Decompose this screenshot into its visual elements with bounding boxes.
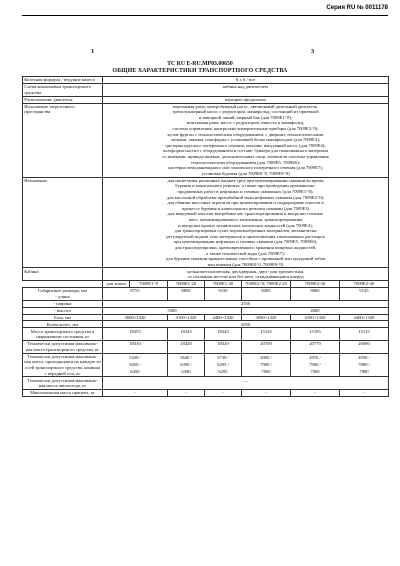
description-line: со шнеками, привода шнеков, дополнительных опор, элементов системы управления <box>162 154 329 160</box>
value-cell: 18330 <box>103 341 168 354</box>
cabin-description <box>103 268 389 281</box>
page-number-right: 3 <box>311 48 315 55</box>
type-cell: 7009Е1-20 <box>168 281 205 288</box>
table-row <box>23 341 389 354</box>
row-label: Расположение двигателя <box>23 96 103 103</box>
characteristics-table <box>22 76 389 397</box>
description-line: цельнометаллическая, двухдверная, двух- или трехместная, <box>187 268 304 274</box>
description-line: для транспортировки, кратковременного хранения пищевых жидкостей, <box>174 244 317 250</box>
row-sublabel: - длина <box>55 293 70 299</box>
page-title: ОБЩИЕ ХАРАКТЕРИСТИКИ ТРАНСПОРТНОГО СРЕДСТВА <box>112 68 288 75</box>
page-number-left: 1 <box>91 48 95 55</box>
value-cell: 4400+1320 <box>205 314 242 321</box>
value-cell: 18345 <box>168 328 205 341</box>
description-line: или шнеком (для 7009Е8-'0, 7009Е9-'0) <box>207 261 284 267</box>
value-cell: 2050 <box>103 321 389 328</box>
row-label: Кабина <box>23 268 103 281</box>
value-cell: 4900 / 7900 / 7900 <box>242 353 291 377</box>
table-row <box>23 77 389 84</box>
description-line: система управления, контрольно-измерительные приборы (для 7009Е2-'0); <box>172 126 319 132</box>
row-value: переднее продольное <box>103 96 389 103</box>
table-row <box>23 103 389 177</box>
description-line: для обвязки насосных агрегатов при цементировании и гидроразрыве пластов в <box>167 200 324 206</box>
table-row <box>23 300 389 307</box>
table-row <box>23 177 389 268</box>
value-cell: - <box>340 389 389 396</box>
type-cell: 7009Е2-30 <box>291 281 340 288</box>
document-header <box>0 61 400 75</box>
description-line: платформа-настил с оборудованием в составе: бункера для тампонажного материала <box>162 148 329 154</box>
description-line: для вакуумной очистки выгребных ям, транспортирования и выгрузки сточных <box>167 211 324 217</box>
row-label: Максимальная масса прицепа, кг <box>23 389 103 396</box>
table-row <box>23 389 389 396</box>
description-line: продавочных работ в нефтяных и газовых скважинах (для 7009Е1-'0); <box>177 188 314 194</box>
row-sublabel: - высота <box>23 307 103 314</box>
value-cell: 15115 <box>340 328 389 341</box>
value-cell: 9145 <box>340 288 389 301</box>
row-label: База, мм <box>23 314 103 321</box>
value-cell: 18320 <box>205 341 242 354</box>
value-cell: 4000 <box>242 307 389 314</box>
description-line: цистерна чемодановидного или эллипсного поперечного сечения (для 7009Е7); <box>167 165 323 171</box>
table-row <box>23 281 389 288</box>
value-cell: 20700 <box>242 341 291 354</box>
description-line: кузов-фургон с технологическим оборудованием, с дверьми, технологическими <box>167 131 324 137</box>
row-label: Технически допустимая максималь-ная масса транспортного средства, кг <box>23 341 103 354</box>
description-line: и напорной линий, мерный бак (для 7009Е1-'0); <box>198 114 293 120</box>
value-cell: 9150 <box>205 288 242 301</box>
description-line: масс, механизированного заполнения, транспортирования <box>188 216 303 222</box>
description-line: при цементировании нефтяных и газовых скважин (для 7009Е5, 7009Е6); <box>173 239 318 245</box>
value-cell: 18420 <box>168 341 205 354</box>
description-line: и выгрузки прочих технических неопасных жидкостей (для 7009Е4); <box>178 222 313 228</box>
table-row <box>23 314 389 321</box>
type-cell: 7009Е2-40 <box>340 281 389 288</box>
table-row <box>23 353 389 377</box>
type-cell: 7009Е1-'0 <box>130 281 168 288</box>
row-sublabel: - ширина <box>23 300 103 307</box>
row-label: Колесная формула / ведущие колеса <box>23 77 103 84</box>
value-cell: 18245 <box>205 328 242 341</box>
value-cell: - <box>291 389 340 396</box>
value-cell: 4100+1320 <box>291 314 340 321</box>
description-line: люками, окнами, платформа с установкой блока манифольдов (для 7009Е3); <box>170 137 321 143</box>
description-line: для кислотной обработки призабойной зоны нефтяных скважин (для 7009Е2-'0); <box>166 194 325 200</box>
dimensions-label <box>23 288 103 301</box>
row-label: Технически допустимая максималь-ная масса, приходящаяся на каждую из осей транспортного средства, начиная с передней оси, кг <box>24 353 101 376</box>
ts-number: ТС RU E-RU.МР03.00650 <box>167 61 233 67</box>
value-cell: 15125 <box>242 328 291 341</box>
table-row <box>23 83 389 96</box>
purpose-description <box>103 177 389 268</box>
row-label: Технически допустимая максималь-ная масса автопоезда, кг <box>23 377 103 390</box>
value-cell: 2550 <box>103 300 389 307</box>
description-line: для нагнетания различных жидких сред при цементировании скважин во время <box>167 177 324 183</box>
table-row <box>23 96 389 103</box>
description-line: процессе бурения и капитального ремонта скважин (для 7009Е3) <box>181 205 310 211</box>
value-cell: 4100+1320 <box>168 314 205 321</box>
row-label: Колея колес, мм <box>23 321 103 328</box>
value-cell: 8860 <box>291 288 340 301</box>
row-label: Исполнение загрузочного пространства <box>23 103 103 177</box>
value-cell: 20690 <box>340 341 389 354</box>
top-rule <box>22 15 388 16</box>
value-cell: - <box>168 389 205 396</box>
table-row <box>23 307 389 314</box>
type-cell: 7009Е1-30 <box>205 281 242 288</box>
value-cell: 3300 <box>103 307 242 314</box>
row-label: для типов <box>103 281 130 288</box>
value-cell: 18255 <box>103 328 168 341</box>
table-row <box>23 288 389 301</box>
value-cell: 8755 <box>103 288 168 301</box>
value-cell: 4970 / 7900 / 7900 <box>291 353 340 377</box>
value-cell: 8850 <box>168 288 205 301</box>
row-label: Схема компоновки транспортного средства <box>23 83 103 96</box>
value-cell: 3690+1320 <box>103 314 168 321</box>
value-cell: 5430 / 6450 / 6450 <box>103 353 168 377</box>
row-value: кабина над двигателем <box>103 83 389 96</box>
table-row <box>23 268 389 281</box>
value-cell: - <box>103 389 168 396</box>
type-cell: 7009Е2-'0; 7009Е2-20 <box>242 281 291 288</box>
row-label: Назначение <box>23 177 103 268</box>
description-line: цистерна круглого поперечного сечения, пиллинг, вакуумный насос (для 7009Е4); <box>165 142 326 148</box>
description-line: установка буровая (для 7009Е8-'0, 7009Е9-'0) <box>201 170 290 176</box>
description-line: трехплунжерный насос с редуктором, манифольд, состоящий из приемной <box>172 109 319 115</box>
description-line: бурения и капитального ремонта, а также при проведении промывочно- <box>175 183 316 189</box>
value-cell: 5640 / 6390 / 6390 <box>168 353 205 377</box>
table-row <box>23 321 389 328</box>
value-cell: 3690+1320 <box>242 314 291 321</box>
description-line: монтажная рама, центробежный насос, автономный дизельный двигатель, <box>172 103 319 109</box>
description-line: для бурения скважин вращательным способом с промывкой или продувкой забоя <box>165 256 326 262</box>
cargo-space-description <box>103 103 389 177</box>
table-row <box>23 377 389 390</box>
description-line: а также технической воды (для 7009Е7); <box>206 250 285 256</box>
value-cell: - <box>242 389 291 396</box>
row-label: Габаритные размеры, мм <box>38 288 87 294</box>
row-label: Масса транспортного средства в снаряженном состоянии, кг <box>23 328 103 341</box>
value-cell: 20770 <box>291 341 340 354</box>
description-line: регулируемой подачи этих материалов и приготовления тампонажных растворов <box>166 233 325 239</box>
serial-number: Серия RU № 0011178 <box>326 5 388 11</box>
value-cell: — <box>103 377 389 390</box>
table-row <box>23 328 389 341</box>
value-cell: - <box>205 389 242 396</box>
value-cell: 15195 <box>291 328 340 341</box>
value-cell: 4930 / 7880 / 7880 <box>340 353 389 377</box>
description-line: для транспортировки сухих порошкообразных материалов, механически <box>174 228 317 234</box>
description-line: технологическим оборудованием (для 7009Е5, 7009Е6); <box>190 159 301 165</box>
value-cell: 5730 / 6295 / 6295 <box>205 353 242 377</box>
row-value: 6 х 6 / все <box>103 77 389 84</box>
description-line: со спальным местом или без него, откидывающаяся вперед <box>187 274 304 280</box>
value-cell: 4400+1320 <box>340 314 389 321</box>
value-cell: 8485 <box>242 288 291 301</box>
description-line: монтажная рама, насос с редуктором, емкость и манифольд, <box>186 120 305 126</box>
